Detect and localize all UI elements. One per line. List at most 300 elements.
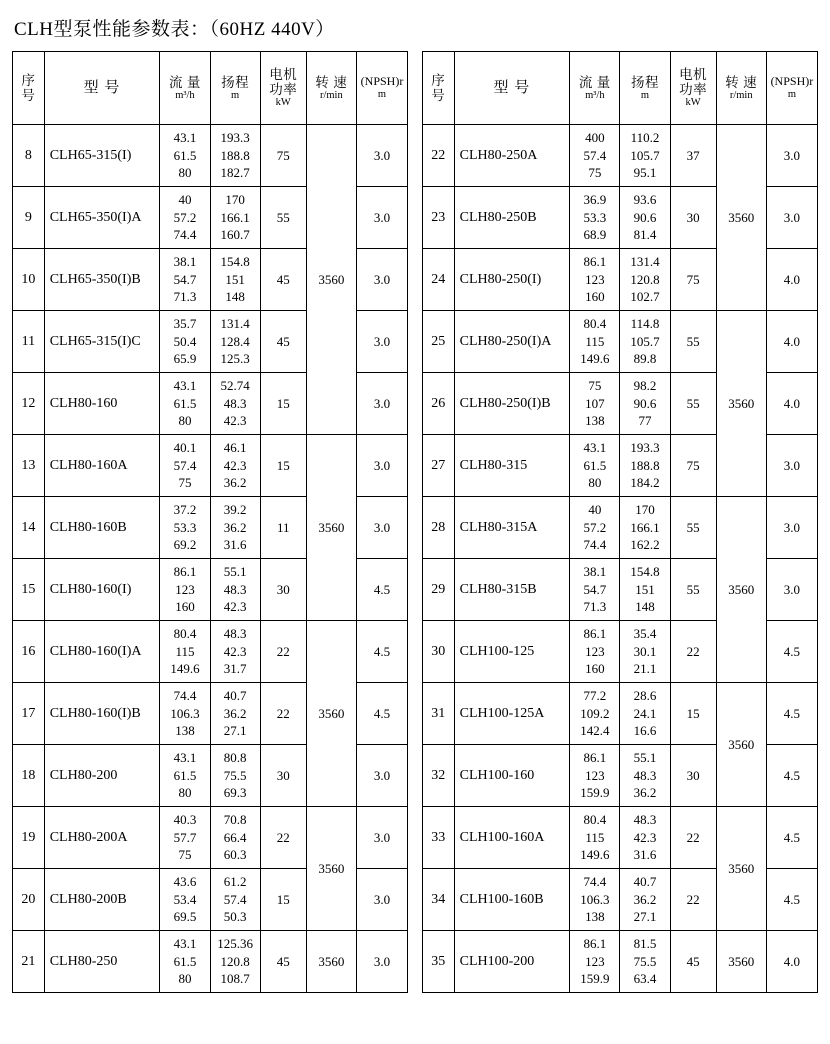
- head-value: 36.2: [223, 519, 247, 535]
- table-row: [13, 435, 408, 497]
- head-value: 21.1: [633, 661, 657, 677]
- row-flow: [160, 187, 210, 249]
- row-model: CLH80-160A: [44, 435, 160, 497]
- flow-value: 142.4: [580, 723, 610, 739]
- flow-value: 149.6: [580, 847, 610, 863]
- table-body-left: [13, 125, 408, 993]
- head-value: 182.7: [220, 165, 250, 181]
- flow-value: 43.6: [173, 874, 197, 890]
- head-value: 90.6: [633, 209, 657, 225]
- row-power: 22: [670, 869, 716, 931]
- flow-value: 80: [588, 475, 602, 491]
- head-value: 148: [225, 289, 245, 305]
- row-npsh: 3.0: [766, 187, 817, 249]
- flow-value: 80.4: [583, 812, 607, 828]
- row-speed: 3560: [716, 931, 766, 993]
- row-head: [620, 435, 670, 497]
- flow-value: 40: [588, 502, 602, 518]
- flow-value: 43.1: [583, 440, 607, 456]
- flow-value: 159.9: [580, 785, 610, 801]
- header-model: 型 号: [44, 52, 160, 125]
- row-serial-number: 10: [13, 249, 45, 311]
- flow-value: 65.9: [173, 351, 197, 367]
- row-speed: 3560: [716, 125, 766, 311]
- flow-value: 160: [175, 599, 195, 615]
- header-speed: 转 速 r/min: [716, 52, 766, 125]
- row-speed: 3560: [306, 435, 356, 621]
- flow-value: 35.7: [173, 316, 197, 332]
- row-flow: [160, 683, 210, 745]
- table-row: [13, 807, 408, 869]
- row-serial-number: 26: [422, 373, 454, 435]
- row-head: [620, 559, 670, 621]
- head-value: 61.2: [223, 874, 247, 890]
- row-model: CLH65-350(I)B: [44, 249, 160, 311]
- flow-value: 38.1: [173, 254, 197, 270]
- flow-value: 53.3: [173, 519, 197, 535]
- row-flow: [570, 435, 620, 497]
- head-value: 105.7: [630, 147, 660, 163]
- head-value: 63.4: [633, 971, 657, 987]
- row-flow: [570, 931, 620, 993]
- row-npsh: 3.0: [356, 311, 407, 373]
- flow-value: 69.5: [173, 909, 197, 925]
- row-serial-number: 17: [13, 683, 45, 745]
- head-value: 166.1: [220, 209, 250, 225]
- head-value: 89.8: [633, 351, 657, 367]
- row-speed: 3560: [306, 807, 356, 931]
- head-value: 46.1: [223, 440, 247, 456]
- row-npsh: 3.0: [766, 497, 817, 559]
- row-flow: [160, 373, 210, 435]
- row-head: [620, 373, 670, 435]
- row-model: CLH65-315(I): [44, 125, 160, 187]
- row-power: 75: [670, 435, 716, 497]
- flow-value: 74.4: [173, 688, 197, 704]
- row-model: CLH80-160(I)B: [44, 683, 160, 745]
- flow-value: 160: [585, 661, 605, 677]
- row-power: 55: [670, 311, 716, 373]
- head-value: 36.2: [633, 785, 657, 801]
- row-serial-number: 15: [13, 559, 45, 621]
- flow-value: 74.4: [583, 537, 607, 553]
- flow-value: 75: [588, 165, 602, 181]
- head-value: 125.3: [220, 351, 250, 367]
- table-row: [13, 931, 408, 993]
- row-npsh: 4.0: [766, 311, 817, 373]
- row-npsh: 3.0: [356, 807, 407, 869]
- flow-value: 61.5: [173, 395, 197, 411]
- flow-value: 54.7: [583, 581, 607, 597]
- head-value: 70.8: [223, 812, 247, 828]
- flow-value: 149.6: [170, 661, 200, 677]
- flow-value: 68.9: [583, 227, 607, 243]
- head-value: 188.8: [220, 147, 250, 163]
- head-value: 31.6: [223, 537, 247, 553]
- pump-table-right: [422, 51, 818, 993]
- table-header-left: [13, 52, 408, 125]
- row-power: 15: [260, 373, 306, 435]
- head-value: 48.3: [223, 626, 247, 642]
- row-flow: [160, 621, 210, 683]
- head-value: 77: [638, 413, 652, 429]
- head-value: 60.3: [223, 847, 247, 863]
- row-npsh: 4.5: [766, 745, 817, 807]
- flow-value: 75: [588, 378, 602, 394]
- flow-value: 57.4: [173, 457, 197, 473]
- header-flow: 流 量 m³/h: [160, 52, 210, 125]
- flow-value: 40.3: [173, 812, 197, 828]
- head-value: 55.1: [633, 750, 657, 766]
- row-npsh: 3.0: [766, 435, 817, 497]
- row-npsh: 3.0: [356, 187, 407, 249]
- head-value: 131.4: [220, 316, 250, 332]
- row-speed: 3560: [716, 497, 766, 683]
- row-npsh: 3.0: [356, 373, 407, 435]
- head-value: 154.8: [630, 564, 660, 580]
- row-flow: [570, 187, 620, 249]
- row-serial-number: 27: [422, 435, 454, 497]
- row-speed: 3560: [716, 807, 766, 931]
- flow-value: 80.4: [583, 316, 607, 332]
- head-value: 108.7: [220, 971, 250, 987]
- head-value: 66.4: [223, 829, 247, 845]
- flow-value: 86.1: [583, 750, 607, 766]
- flow-value: 69.2: [173, 537, 197, 553]
- row-flow: [160, 435, 210, 497]
- row-serial-number: 33: [422, 807, 454, 869]
- head-value: 193.3: [220, 130, 250, 146]
- row-npsh: 3.0: [356, 435, 407, 497]
- flow-value: 138: [585, 909, 605, 925]
- flow-value: 74.4: [173, 227, 197, 243]
- header-head: 扬程 m: [210, 52, 260, 125]
- flow-value: 86.1: [583, 936, 607, 952]
- head-value: 81.4: [633, 227, 657, 243]
- row-model: CLH65-350(I)A: [44, 187, 160, 249]
- flow-value: 80: [178, 971, 192, 987]
- row-power: 75: [670, 249, 716, 311]
- head-value: 80.8: [223, 750, 247, 766]
- row-model: CLH100-200: [454, 931, 570, 993]
- head-value: 27.1: [633, 909, 657, 925]
- flow-value: 54.7: [173, 271, 197, 287]
- row-power: 30: [260, 745, 306, 807]
- table-row: [13, 621, 408, 683]
- row-speed: 3560: [306, 931, 356, 993]
- flow-value: 106.3: [170, 705, 200, 721]
- row-npsh: 4.0: [766, 249, 817, 311]
- row-flow: [160, 931, 210, 993]
- row-model: CLH80-315A: [454, 497, 570, 559]
- flow-value: 36.9: [583, 192, 607, 208]
- row-model: CLH80-160(I): [44, 559, 160, 621]
- row-serial-number: 23: [422, 187, 454, 249]
- header-npsh: (NPSH)r m: [766, 52, 817, 125]
- row-flow: [570, 807, 620, 869]
- row-serial-number: 14: [13, 497, 45, 559]
- head-value: 75.5: [633, 953, 657, 969]
- flow-value: 123: [585, 643, 605, 659]
- flow-value: 160: [585, 289, 605, 305]
- row-head: [210, 559, 260, 621]
- row-npsh: 4.0: [766, 931, 817, 993]
- row-model: CLH80-200: [44, 745, 160, 807]
- flow-value: 123: [585, 953, 605, 969]
- row-serial-number: 9: [13, 187, 45, 249]
- row-npsh: 3.0: [356, 745, 407, 807]
- row-flow: [570, 497, 620, 559]
- head-value: 151: [635, 581, 655, 597]
- row-power: 55: [670, 497, 716, 559]
- row-power: 37: [670, 125, 716, 187]
- row-serial-number: 32: [422, 745, 454, 807]
- header-power: 电机 功率 kW: [260, 52, 306, 125]
- head-value: 170: [635, 502, 655, 518]
- head-value: 48.3: [223, 395, 247, 411]
- row-serial-number: 13: [13, 435, 45, 497]
- row-serial-number: 24: [422, 249, 454, 311]
- flow-value: 37.2: [173, 502, 197, 518]
- head-value: 42.3: [223, 599, 247, 615]
- row-model: CLH80-250A: [454, 125, 570, 187]
- flow-value: 107: [585, 395, 605, 411]
- row-serial-number: 34: [422, 869, 454, 931]
- flow-value: 80.4: [173, 626, 197, 642]
- row-serial-number: 30: [422, 621, 454, 683]
- row-head: [210, 125, 260, 187]
- row-head: [620, 125, 670, 187]
- head-value: 95.1: [633, 165, 657, 181]
- table-body-right: [422, 125, 817, 993]
- row-head: [210, 745, 260, 807]
- row-model: CLH100-125: [454, 621, 570, 683]
- head-value: 40.7: [223, 688, 247, 704]
- row-model: CLH100-125A: [454, 683, 570, 745]
- head-value: 31.7: [223, 661, 247, 677]
- row-head: [210, 621, 260, 683]
- row-model: CLH80-160: [44, 373, 160, 435]
- row-power: 45: [260, 249, 306, 311]
- row-flow: [160, 869, 210, 931]
- head-value: 114.8: [630, 316, 660, 332]
- flow-value: 123: [585, 271, 605, 287]
- flow-value: 61.5: [173, 147, 197, 163]
- row-head: [620, 311, 670, 373]
- row-head: [620, 497, 670, 559]
- row-npsh: 3.0: [356, 497, 407, 559]
- header-flow: 流 量 m³/h: [570, 52, 620, 125]
- table-row: [422, 683, 817, 745]
- row-npsh: 4.5: [766, 807, 817, 869]
- row-npsh: 3.0: [356, 869, 407, 931]
- flow-value: 115: [585, 333, 605, 349]
- flow-value: 57.4: [583, 147, 607, 163]
- row-npsh: 4.0: [766, 373, 817, 435]
- head-value: 42.3: [633, 829, 657, 845]
- row-power: 15: [670, 683, 716, 745]
- row-flow: [160, 807, 210, 869]
- row-model: CLH80-250(I)B: [454, 373, 570, 435]
- row-model: CLH80-250: [44, 931, 160, 993]
- head-value: 81.5: [633, 936, 657, 952]
- row-npsh: 4.5: [766, 869, 817, 931]
- row-npsh: 3.0: [766, 559, 817, 621]
- row-head: [620, 869, 670, 931]
- head-value: 24.1: [633, 705, 657, 721]
- row-serial-number: 16: [13, 621, 45, 683]
- head-value: 184.2: [630, 475, 660, 491]
- flow-value: 123: [585, 767, 605, 783]
- flow-value: 40.1: [173, 440, 197, 456]
- head-value: 36.2: [223, 475, 247, 491]
- row-flow: [570, 373, 620, 435]
- head-value: 69.3: [223, 785, 247, 801]
- row-serial-number: 21: [13, 931, 45, 993]
- flow-value: 57.7: [173, 829, 197, 845]
- head-value: 102.7: [630, 289, 660, 305]
- head-value: 16.6: [633, 723, 657, 739]
- row-power: 22: [260, 683, 306, 745]
- row-head: [210, 249, 260, 311]
- row-npsh: 4.5: [766, 683, 817, 745]
- row-head: [210, 311, 260, 373]
- row-npsh: 4.5: [356, 621, 407, 683]
- row-flow: [570, 869, 620, 931]
- flow-value: 53.3: [583, 209, 607, 225]
- row-flow: [570, 621, 620, 683]
- row-serial-number: 18: [13, 745, 45, 807]
- row-power: 75: [260, 125, 306, 187]
- head-value: 128.4: [220, 333, 250, 349]
- row-serial-number: 35: [422, 931, 454, 993]
- flow-value: 38.1: [583, 564, 607, 580]
- row-power: 30: [670, 745, 716, 807]
- flow-value: 61.5: [583, 457, 607, 473]
- head-value: 162.2: [630, 537, 660, 553]
- head-value: 48.3: [633, 812, 657, 828]
- flow-value: 115: [175, 643, 195, 659]
- row-model: CLH80-250(I)A: [454, 311, 570, 373]
- header-no: 序 号: [13, 52, 45, 125]
- row-serial-number: 19: [13, 807, 45, 869]
- header-row: [422, 52, 817, 125]
- row-head: [210, 807, 260, 869]
- flow-value: 43.1: [173, 750, 197, 766]
- row-npsh: 3.0: [766, 125, 817, 187]
- table-row: [422, 931, 817, 993]
- head-value: 120.8: [630, 271, 660, 287]
- row-model: CLH80-250B: [454, 187, 570, 249]
- table-row: [422, 807, 817, 869]
- flow-value: 71.3: [173, 289, 197, 305]
- table-row: [13, 125, 408, 187]
- row-head: [210, 435, 260, 497]
- row-serial-number: 12: [13, 373, 45, 435]
- header-model: 型 号: [454, 52, 570, 125]
- flow-value: 80: [178, 165, 192, 181]
- flow-value: 123: [175, 581, 195, 597]
- table-row: [422, 311, 817, 373]
- row-model: CLH100-160B: [454, 869, 570, 931]
- row-npsh: 4.5: [356, 559, 407, 621]
- head-value: 48.3: [223, 581, 247, 597]
- row-flow: [160, 559, 210, 621]
- row-serial-number: 8: [13, 125, 45, 187]
- flow-value: 149.6: [580, 351, 610, 367]
- row-head: [210, 931, 260, 993]
- row-flow: [570, 559, 620, 621]
- row-model: CLH80-200A: [44, 807, 160, 869]
- header-power: 电机 功率 kW: [670, 52, 716, 125]
- row-power: 55: [670, 559, 716, 621]
- head-value: 131.4: [630, 254, 660, 270]
- flow-value: 53.4: [173, 891, 197, 907]
- row-speed: 3560: [716, 683, 766, 807]
- table-header-right: [422, 52, 817, 125]
- head-value: 160.7: [220, 227, 250, 243]
- row-power: 22: [260, 807, 306, 869]
- row-flow: [570, 125, 620, 187]
- head-value: 188.8: [630, 457, 660, 473]
- row-head: [210, 683, 260, 745]
- row-model: CLH80-315B: [454, 559, 570, 621]
- head-value: 55.1: [223, 564, 247, 580]
- table-row: [422, 125, 817, 187]
- row-power: 55: [260, 187, 306, 249]
- row-flow: [160, 311, 210, 373]
- flow-value: 86.1: [583, 626, 607, 642]
- flow-value: 86.1: [173, 564, 197, 580]
- row-head: [620, 807, 670, 869]
- pump-table-left: [12, 51, 408, 993]
- tables-container: [12, 51, 818, 993]
- head-value: 105.7: [630, 333, 660, 349]
- head-value: 120.8: [220, 953, 250, 969]
- row-serial-number: 25: [422, 311, 454, 373]
- row-model: CLH80-160B: [44, 497, 160, 559]
- row-npsh: 3.0: [356, 125, 407, 187]
- head-value: 42.3: [223, 643, 247, 659]
- page-title: CLH型泵性能参数表：（60HZ 440V）: [14, 19, 335, 40]
- head-value: 42.3: [223, 457, 247, 473]
- row-head: [210, 497, 260, 559]
- flow-value: 74.4: [583, 874, 607, 890]
- flow-value: 75: [178, 475, 192, 491]
- head-value: 39.2: [223, 502, 247, 518]
- row-head: [620, 683, 670, 745]
- head-value: 148: [635, 599, 655, 615]
- row-serial-number: 29: [422, 559, 454, 621]
- row-model: CLH65-315(I)C: [44, 311, 160, 373]
- flow-value: 40: [178, 192, 192, 208]
- row-speed: 3560: [306, 125, 356, 435]
- flow-value: 86.1: [583, 254, 607, 270]
- head-value: 48.3: [633, 767, 657, 783]
- row-flow: [160, 125, 210, 187]
- row-power: 55: [670, 373, 716, 435]
- head-value: 27.1: [223, 723, 247, 739]
- head-value: 31.6: [633, 847, 657, 863]
- row-power: 45: [260, 311, 306, 373]
- row-npsh: 4.5: [766, 621, 817, 683]
- head-value: 193.3: [630, 440, 660, 456]
- row-speed: 3560: [716, 311, 766, 497]
- row-power: 45: [260, 931, 306, 993]
- row-model: CLH80-160(I)A: [44, 621, 160, 683]
- head-value: 28.6: [633, 688, 657, 704]
- row-serial-number: 11: [13, 311, 45, 373]
